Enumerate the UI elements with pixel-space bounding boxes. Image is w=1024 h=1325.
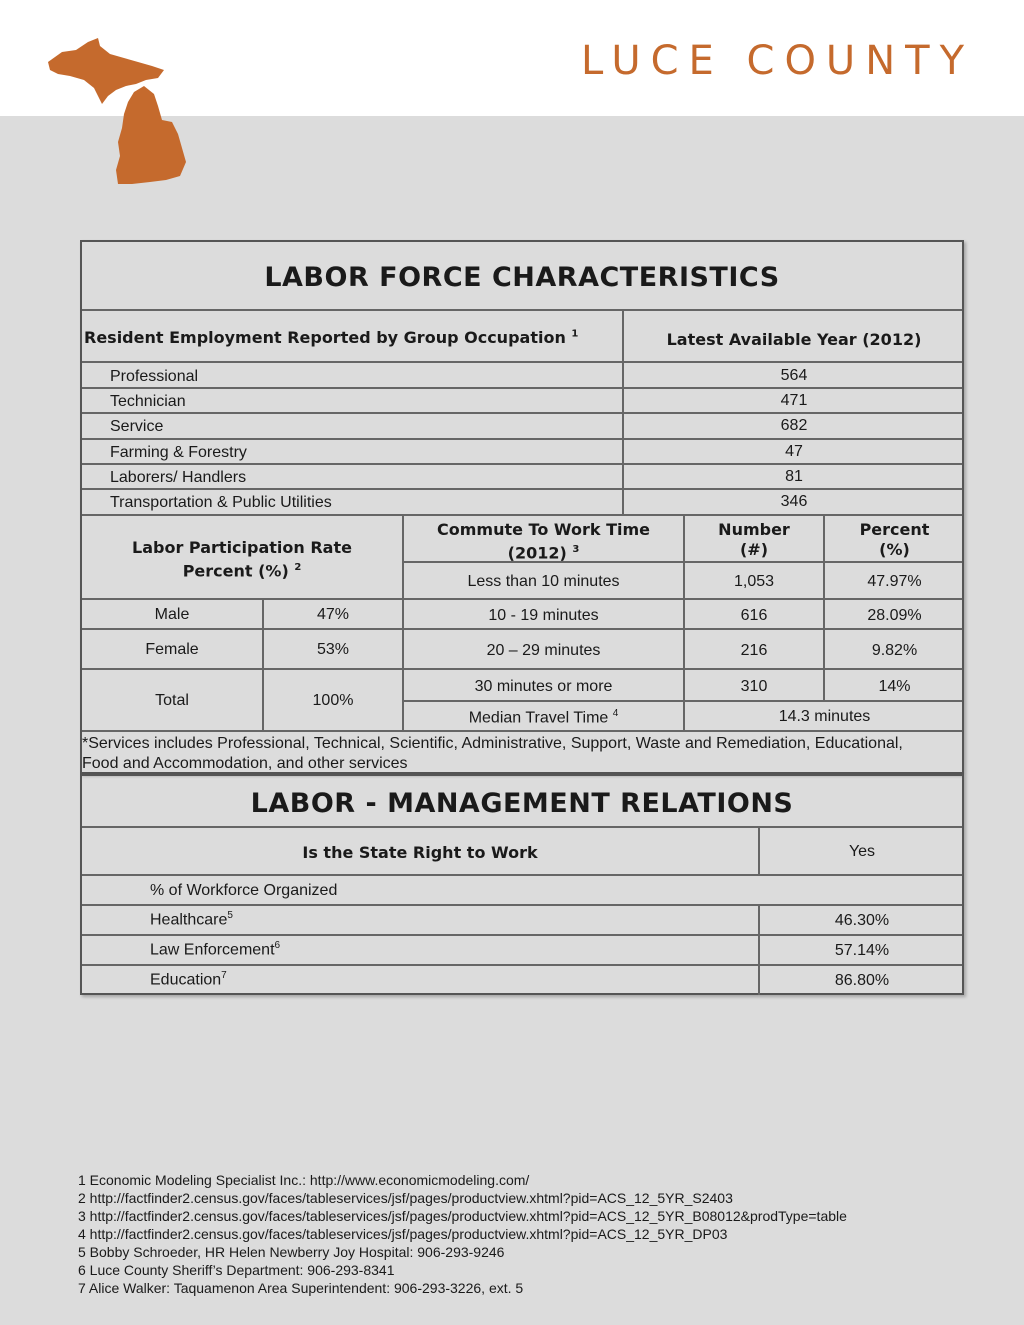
occupation-value: 564 [780, 367, 808, 384]
commute-label: 10 - 19 minutes [488, 607, 599, 624]
participation-label: Male [154, 606, 190, 623]
commute-label: 20 – 29 minutes [486, 642, 601, 659]
organized-row-value: 57.14% [834, 942, 890, 959]
right-to-work-value: Yes [848, 843, 876, 860]
commute-number: 310 [740, 678, 768, 695]
organized-row-label: Law Enforcement$^6$ [150, 940, 281, 959]
organized-row-value: 86.80% [834, 972, 890, 989]
commute-number: 216 [740, 642, 768, 659]
footnote: 5 Bobby Schroeder, HR Helen Newberry Joy Hospital: 906-293-9246 [78, 1244, 505, 1260]
commute-percent: 47.97% [867, 573, 922, 590]
occupation-value: 682 [780, 417, 808, 434]
participation-header: Labor Participation Rate Percent (%) $^2$ [132, 538, 352, 581]
labor-management-title: LABOR - MANAGEMENT RELATIONS [250, 788, 794, 819]
occupation-value: 81 [785, 468, 803, 485]
commute-number: 1,053 [733, 573, 775, 590]
labor-management-table [80, 774, 964, 995]
participation-label: Female [145, 641, 199, 658]
organized-row-label: Healthcare$^5$ [150, 910, 233, 929]
occupation-name: Transportation & Public Utilities [110, 494, 332, 511]
occupation-name: Professional [110, 368, 199, 385]
participation-value: 53% [316, 641, 350, 658]
commute-percent: 28.09% [867, 607, 922, 624]
participation-value: 100% [312, 692, 354, 709]
number-header: Number (#) [718, 520, 790, 559]
occupation-name: Farming & Forestry [110, 444, 247, 461]
median-travel-label: Median Travel Time $^4$ [468, 708, 619, 727]
participation-value: 47% [316, 606, 350, 623]
year-header: Latest Available Year (2012) [666, 330, 922, 349]
commute-number: 616 [740, 607, 768, 624]
footnote: 7 Alice Walker: Taquamenon Area Superintendent: 906-293-3226, ext. 5 [78, 1280, 524, 1296]
commute-header: Commute To Work Time (2012) $^3$ [437, 520, 650, 563]
commute-label: 30 minutes or more [474, 678, 613, 695]
occupation-header: Resident Employment Reported by Group Occupation $^1$ [84, 328, 579, 347]
footnote: 2 http://factfinder2.census.gov/faces/tableservices/jsf/pages/productview.xhtml?pid=ACS_12_5YR_S2403 [78, 1190, 733, 1206]
footnote: 4 http://factfinder2.census.gov/faces/tableservices/jsf/pages/productview.xhtml?pid=ACS_12_5YR_DP03 [78, 1226, 728, 1242]
organized-label: % of Workforce Organized [150, 882, 338, 899]
commute-percent: 14% [878, 678, 911, 695]
labor-force-table [80, 240, 964, 774]
right-to-work-label: Is the State Right to Work [302, 843, 538, 862]
services-note: *Services includes Professional, Technical, Scientific, Administrative, Support, Waste and Remediation, Educational, Food and Accommodation, and other services [82, 735, 903, 772]
median-travel-value: 14.3 minutes [778, 708, 871, 725]
county-title: LUCE COUNTY [581, 38, 974, 84]
organized-row-label: Education$^7$ [150, 970, 227, 989]
percent-header: Percent (%) [859, 520, 930, 559]
occupation-value: 471 [780, 392, 808, 409]
participation-label: Total [155, 692, 189, 709]
footnote: 1 Economic Modeling Specialist Inc.: http://www.economicmodeling.com/ [78, 1172, 530, 1188]
occupation-name: Laborers/ Handlers [110, 469, 247, 486]
michigan-map-icon [40, 34, 200, 189]
labor-force-title: LABOR FORCE CHARACTERISTICS [264, 262, 780, 293]
footnote: 3 http://factfinder2.census.gov/faces/tableservices/jsf/pages/productview.xhtml?pid=ACS_12_5YR_B08012&prodType=table [78, 1208, 847, 1224]
occupation-name: Technician [110, 393, 186, 410]
commute-percent: 9.82% [871, 642, 918, 659]
occupation-value: 47 [785, 443, 803, 460]
footnote: 6 Luce County Sheriff’s Department: 906-293-8341 [78, 1262, 395, 1278]
organized-row-value: 46.30% [834, 912, 890, 929]
occupation-name: Service [110, 418, 164, 435]
footnotes [78, 1171, 847, 1297]
occupation-value: 346 [780, 493, 808, 510]
commute-label: Less than 10 minutes [467, 573, 620, 590]
